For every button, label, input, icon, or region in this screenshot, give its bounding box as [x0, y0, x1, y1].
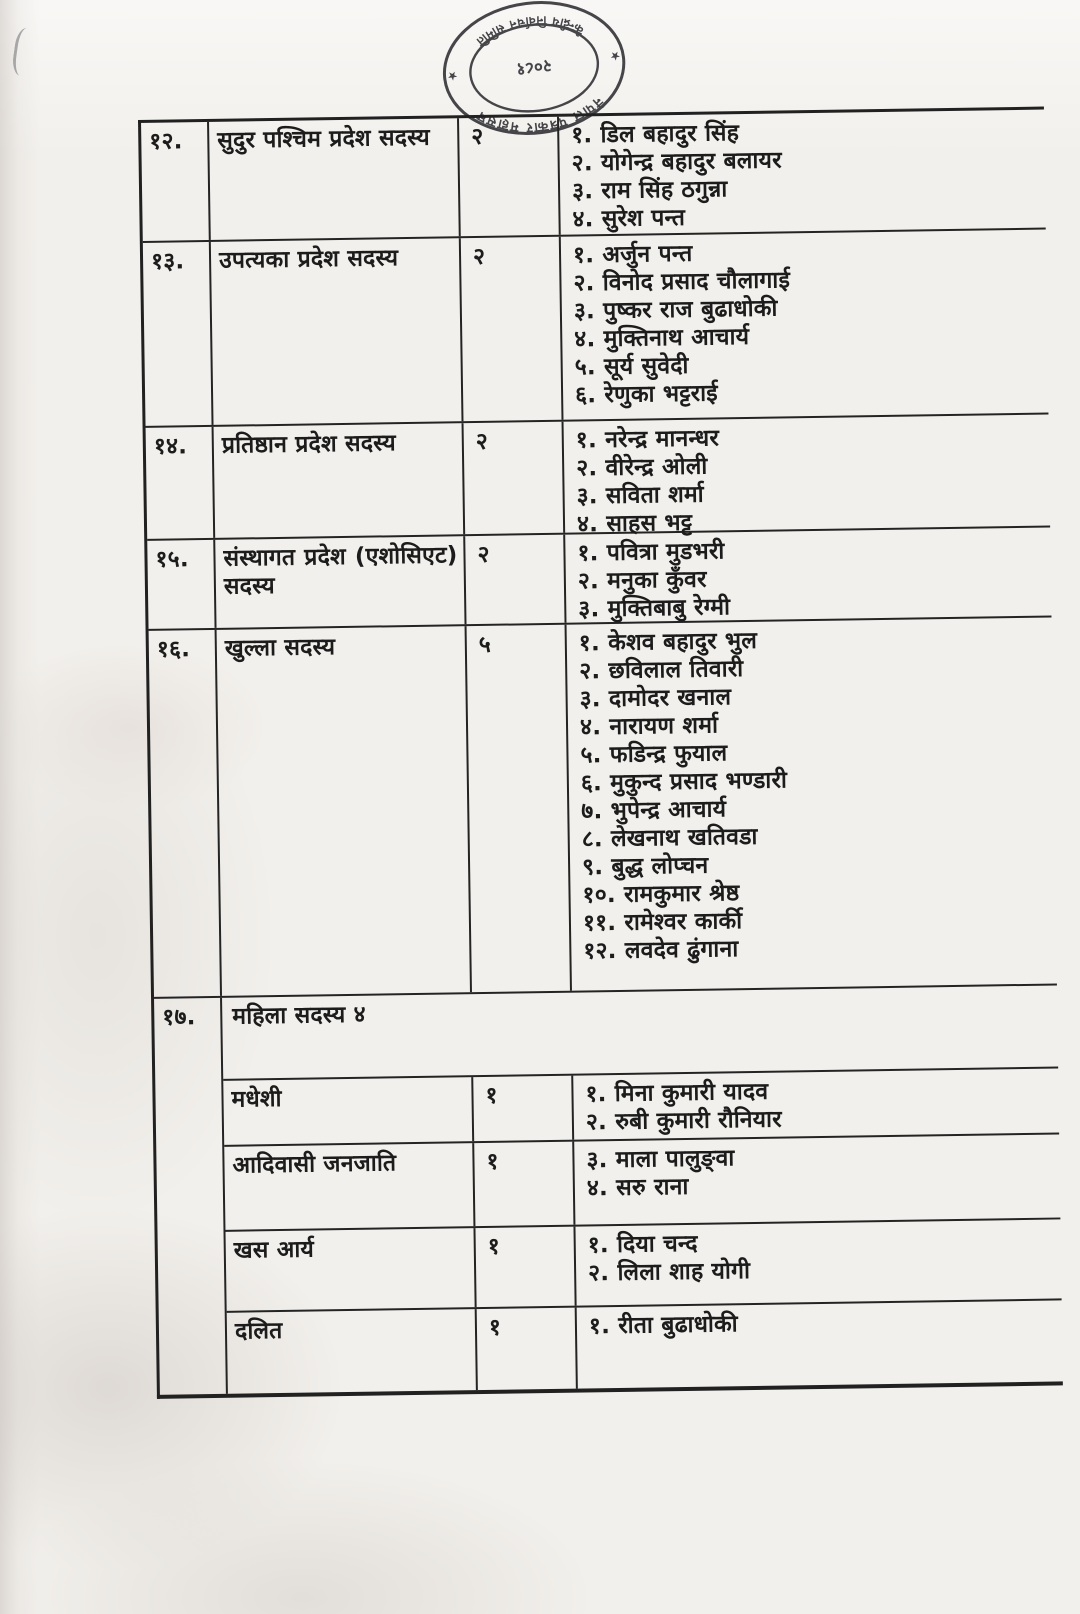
member-name: २. योगेन्द्र बहादुर बलायर: [571, 147, 782, 177]
stamp-star-left-icon: ★: [609, 48, 622, 64]
stamp-star-right-icon: ★: [446, 68, 459, 84]
member-name: ४. सरु राना: [586, 1174, 689, 1202]
names-cell: [573, 1068, 1059, 1140]
category-cell: प्रतिष्ठान प्रदेश सदस्य: [214, 423, 466, 538]
member-name: ८. लेखनाथ खतिवडा: [581, 823, 758, 853]
table-row: [143, 228, 1049, 426]
member-name: २. मनुका कुँवर: [577, 566, 707, 595]
member-name: २. लिला शाह योगी: [587, 1257, 751, 1287]
serial-cell: १४.: [146, 427, 216, 539]
member-name: १. केशव बहादुर भुल: [578, 627, 758, 657]
member-name: ३. पुष्कर राज बुढाधोकी: [573, 295, 778, 325]
member-name: ४. सुरेश पन्त: [572, 204, 686, 233]
category-cell: आदिवासी जनजाति: [224, 1143, 475, 1229]
stamp-top-arc-text: नेपाल पत्रकार महासंघ: [473, 93, 606, 136]
scan-pen-mark: [11, 27, 36, 77]
category-cell: मधेशी: [223, 1077, 474, 1145]
member-name: २. वीरेन्द्र ओली: [576, 453, 708, 482]
member-name: १२. लवदेव ढुंगाना: [583, 936, 739, 965]
serial-cell: १३.: [143, 242, 214, 426]
table-subrow: [224, 1133, 1060, 1230]
table-row: [141, 110, 1046, 241]
table-subrow: [225, 1217, 1061, 1311]
names-cell: [575, 1219, 1061, 1306]
member-name: ३. माला पालुङ्वा: [586, 1145, 735, 1174]
names-cell: [559, 110, 1046, 235]
table-subrow: [227, 1299, 1063, 1394]
member-name: २. रुबी कुमारी रौनियार: [585, 1106, 782, 1136]
member-name: १. मिना कुमारी यादव: [585, 1078, 769, 1108]
category-cell: उपत्यका प्रदेश सदस्य: [211, 238, 464, 425]
member-name: ११. रामेश्वर कार्की: [582, 908, 743, 937]
count-cell: १: [473, 1075, 574, 1141]
table-row: [146, 413, 1051, 539]
names-cell: [577, 1301, 1063, 1389]
table-row: [147, 526, 1051, 629]
members-table: [138, 107, 1063, 1399]
member-name: ५. सूर्य सुवेदी: [574, 352, 689, 381]
count-cell: ५: [467, 625, 572, 992]
member-name: ९. बुद्ध लोप्चन: [581, 852, 709, 881]
group-right-section: [222, 985, 1063, 1393]
member-name: ३. दामोदर खनाल: [579, 684, 732, 713]
serial-cell: १६.: [149, 630, 222, 997]
member-name: २. विनोद प्रसाद चौलागाई: [573, 267, 791, 297]
serial-cell: १२.: [141, 122, 211, 241]
count-cell: १: [474, 1142, 575, 1226]
member-name: १. रीता बुढाधोकी: [588, 1311, 739, 1340]
names-cell: [567, 618, 1057, 991]
table-subrow: [223, 1066, 1059, 1145]
member-name: ५. फडिन्द्र फुयाल: [580, 740, 728, 769]
stamp-bottom-arc-text: केन्द्रीय निर्वाचन समिति: [473, 13, 587, 51]
category-cell: सुदुर पश्चिम प्रदेश सदस्य: [209, 118, 461, 240]
member-name: १. नरेन्द्र मानन्धर: [575, 425, 720, 454]
names-cell: [564, 415, 1051, 538]
count-cell: २: [465, 535, 566, 624]
count-cell: १: [477, 1308, 578, 1390]
serial-cell: १५.: [147, 540, 216, 629]
serial-cell: १७.: [154, 998, 228, 1395]
names-cell: [574, 1135, 1060, 1225]
table-row: [149, 616, 1057, 997]
member-name: ३. राम सिंह ठगुन्ना: [571, 176, 728, 205]
member-name: १. अर्जुन पन्त: [572, 240, 693, 269]
member-name: ४. साहस भट्ट: [576, 509, 693, 538]
member-name: ४. मुक्तिनाथ आचार्य: [574, 323, 750, 353]
category-cell: खुल्ला सदस्य: [217, 626, 472, 996]
member-name: ३. मुक्तिबाबु रेग्मी: [578, 594, 731, 623]
member-name: ६. रेणुका भट्टराई: [574, 380, 718, 409]
names-cell: [565, 528, 1051, 623]
group-header-cell: महिला सदस्य ४: [232, 1001, 366, 1030]
stamp-year-text: २०८१: [515, 54, 553, 80]
table-row-group: [154, 983, 1063, 1394]
member-name: १. दिया चन्द: [587, 1230, 698, 1259]
count-cell: २: [464, 422, 566, 534]
names-cell: [561, 230, 1049, 420]
count-cell: १: [475, 1226, 576, 1307]
member-name: ४. नारायण शर्मा: [579, 712, 719, 741]
member-name: ७. भुपेन्द्र आचार्य: [581, 796, 727, 825]
member-name: २. छविलाल तिवारी: [579, 656, 744, 685]
category-cell: दलित: [227, 1310, 478, 1394]
member-name: ६. मुकुन्द प्रसाद भण्डारी: [580, 767, 788, 797]
category-cell: खस आर्य: [226, 1228, 477, 1311]
count-cell: २: [459, 117, 561, 236]
member-name: १. पवित्रा मुडभरी: [577, 538, 725, 567]
count-cell: २: [461, 237, 564, 421]
member-name: ३. सविता शर्मा: [576, 481, 705, 510]
member-name: १०. रामकुमार श्रेष्ठ: [582, 880, 740, 909]
member-name: १. डिल बहादुर सिंह: [571, 120, 740, 149]
category-cell: संस्थागत प्रदेश (एशोसिएट) सदस्य: [215, 536, 466, 628]
